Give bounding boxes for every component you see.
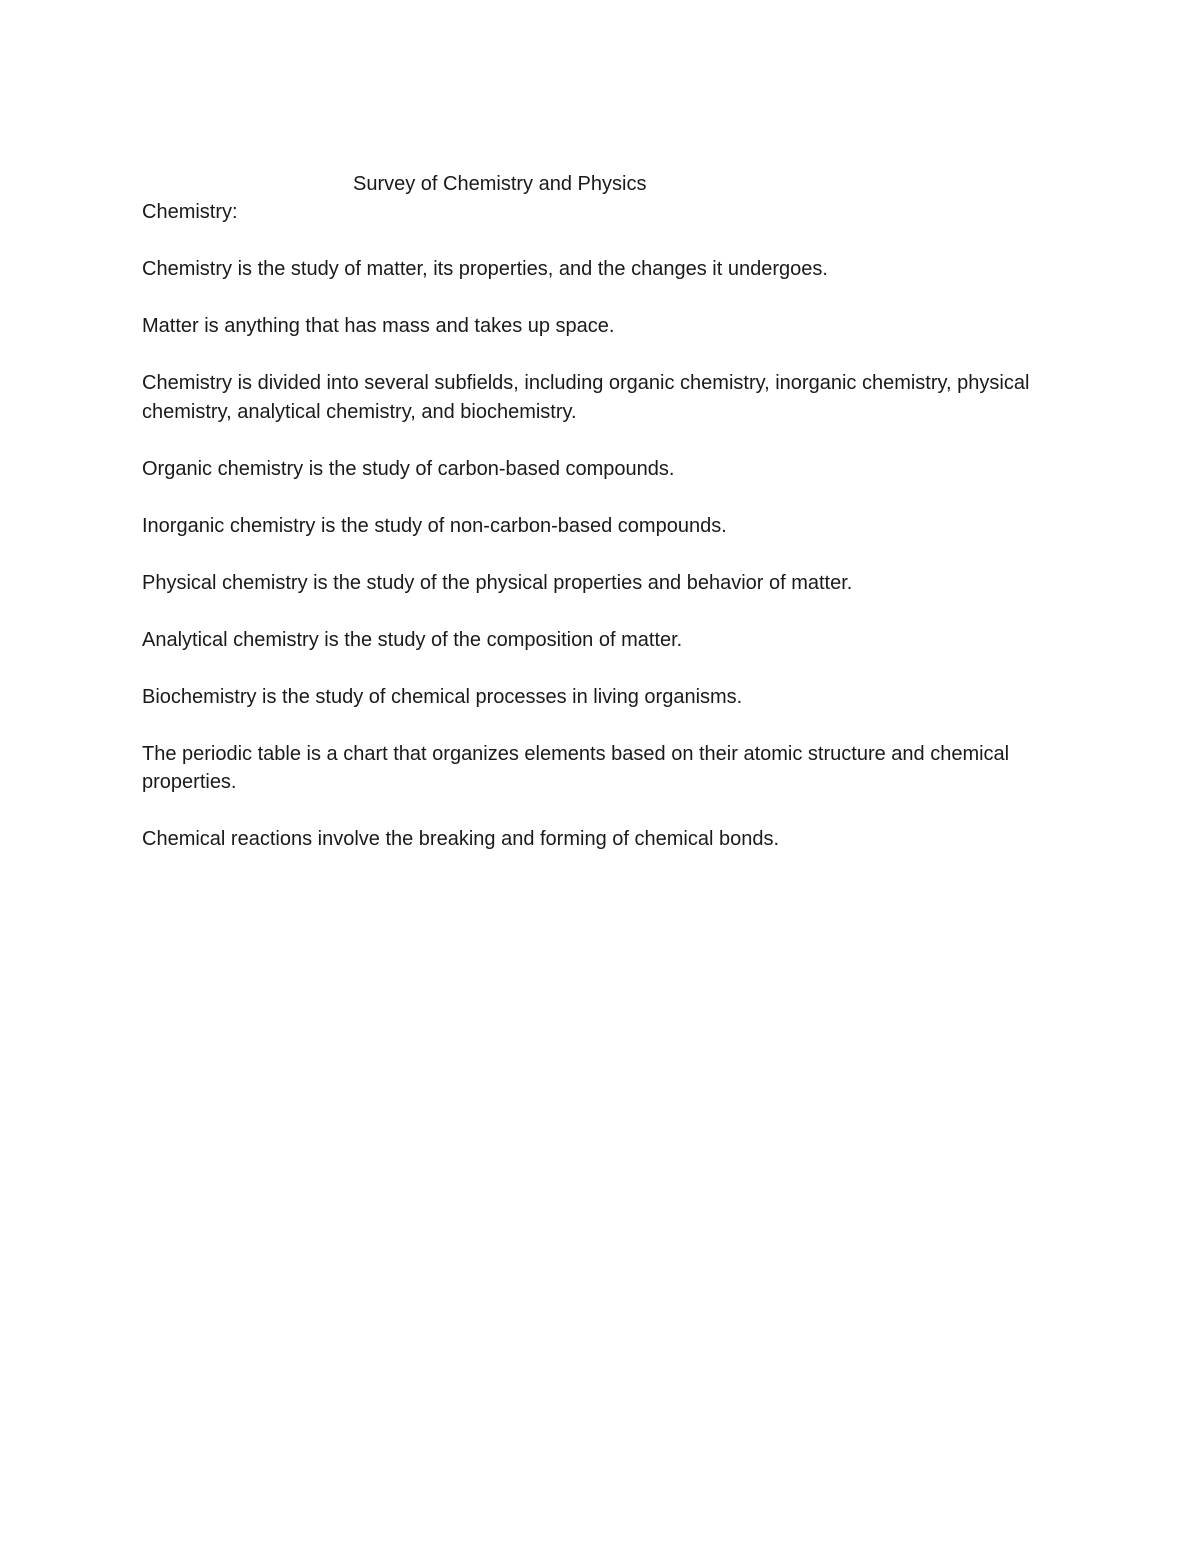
paragraph-biochemistry: Biochemistry is the study of chemical processes in living organisms. xyxy=(142,685,743,708)
document-title: Survey of Chemistry and Physics xyxy=(353,173,647,195)
paragraph-organic: Organic chemistry is the study of carbon-based compounds. xyxy=(142,457,675,480)
paragraph-definition: Chemistry is the study of matter, its properties, and the changes it undergoes. xyxy=(142,258,828,280)
document-body xyxy=(142,198,1042,882)
paragraph-physical: Physical chemistry is the study of the physical properties and behavior of matter. xyxy=(142,571,853,594)
paragraph-subfields: Chemistry is divided into several subfields, including organic chemistry, inorganic chemistry, physical chemistry, analytical chemistry, and biochemistry. xyxy=(142,372,1030,423)
section-heading-chemistry: Chemistry: xyxy=(142,201,238,223)
paragraph-inorganic: Inorganic chemistry is the study of non-carbon-based compounds. xyxy=(142,514,727,537)
paragraph-reactions: Chemical reactions involve the breaking and forming of chemical bonds. xyxy=(142,828,780,850)
paragraph-matter: Matter is anything that has mass and takes up space. xyxy=(142,315,615,337)
paragraph-analytical: Analytical chemistry is the study of the composition of matter. xyxy=(142,628,683,651)
paragraph-periodic-table: The periodic table is a chart that organizes elements based on their atomic structure and chemical properties. xyxy=(142,742,1010,793)
